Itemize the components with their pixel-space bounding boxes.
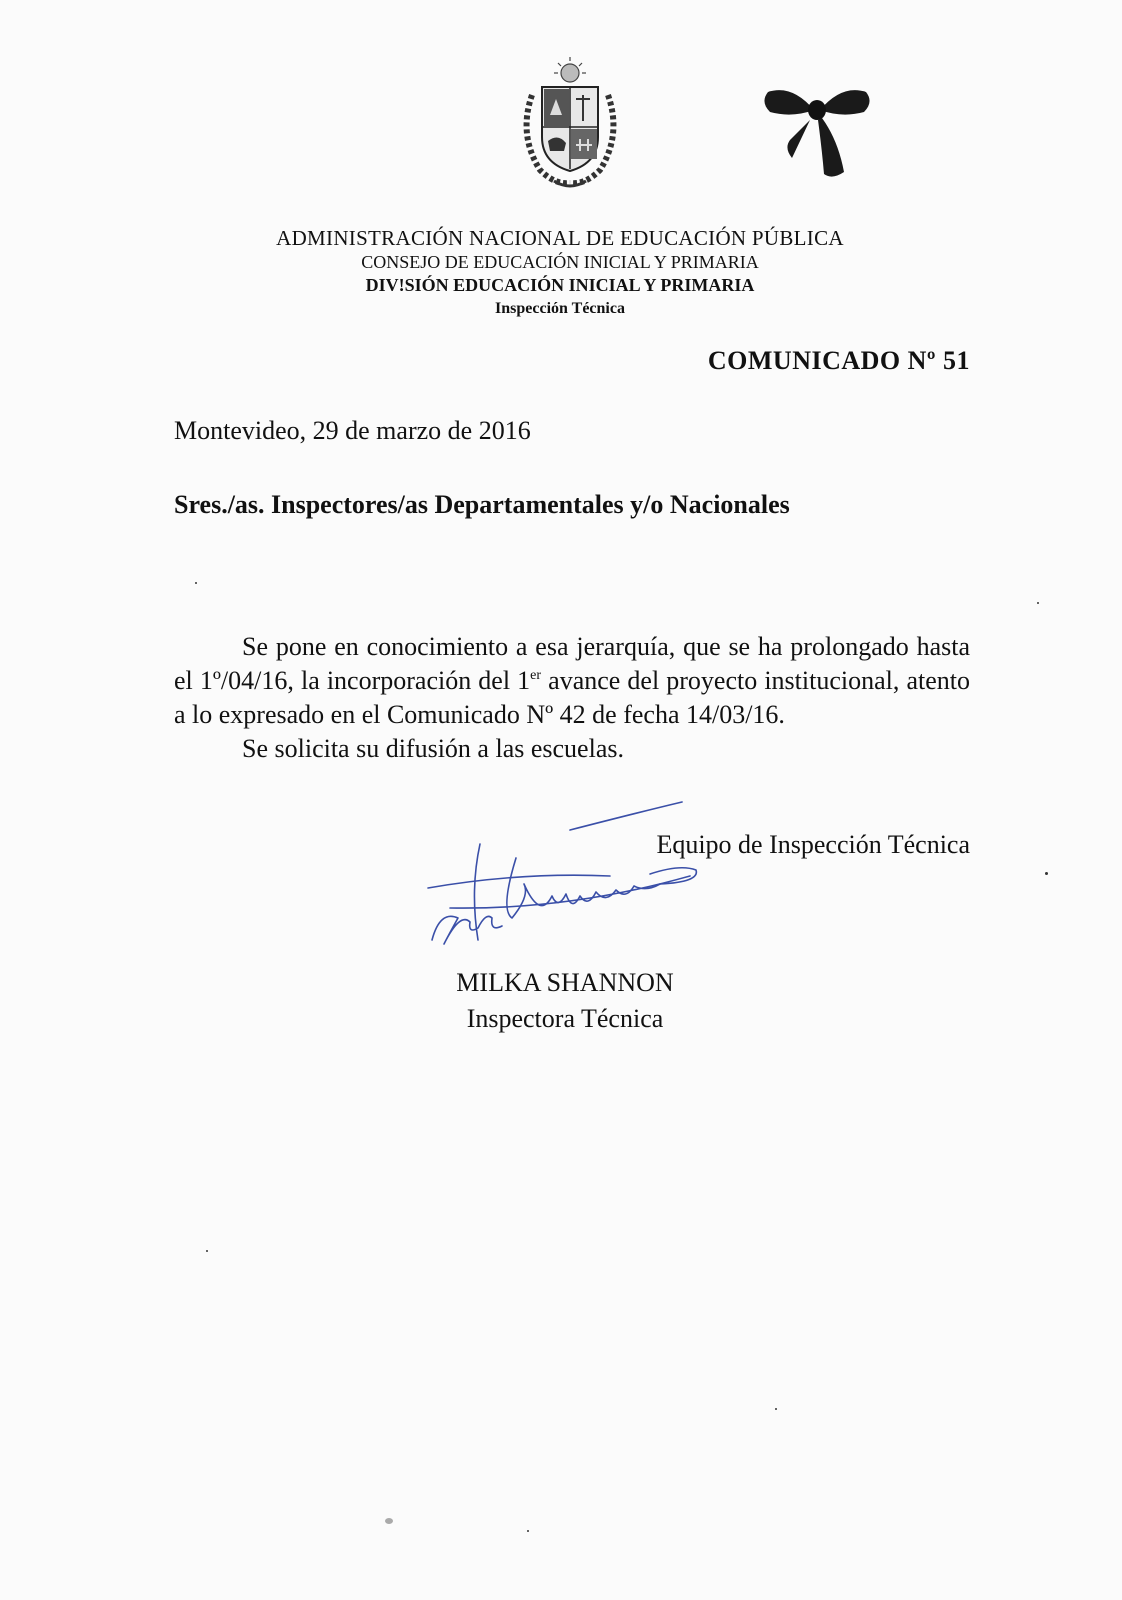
office-name: Inspección Técnica xyxy=(495,300,625,317)
scan-speck xyxy=(1045,872,1048,875)
scan-speck xyxy=(385,1518,393,1524)
addressee: Sres./as. Inspectores/as Departamentales y/o Nacionales xyxy=(174,490,790,519)
scan-speck xyxy=(1037,602,1039,604)
body-text: avance del proyecto institucional, atento a lo expresado en el Comunicado Nº 42 de fecha 14/03/16. xyxy=(174,666,971,729)
scan-speck xyxy=(206,1250,208,1252)
council-name: CONSEJO DE EDUCACIÓN INICIAL Y PRIMARIA xyxy=(361,252,759,272)
team-signoff: Equipo de Inspección Técnica xyxy=(656,830,970,859)
letter-body xyxy=(174,630,970,766)
scan-speck xyxy=(195,582,197,584)
coat-of-arms-icon xyxy=(510,55,630,195)
signer-name: MILKA SHANNON xyxy=(456,968,674,997)
scan-speck xyxy=(527,1530,529,1532)
scan-speck xyxy=(775,1408,777,1410)
division-name: DIV!SIÓN EDUCACIÓN INICIAL Y PRIMARIA xyxy=(365,275,755,295)
signature xyxy=(420,800,720,960)
ribbon-icon xyxy=(762,80,872,180)
date-line: Montevideo, 29 de marzo de 2016 xyxy=(174,416,531,445)
body-paragraph xyxy=(174,630,970,732)
body-paragraph: Se solicita su difusión a las escuelas. xyxy=(242,734,624,763)
institution-name: ADMINISTRACIÓN NACIONAL DE EDUCACIÓN PÚBLICA xyxy=(276,226,844,250)
ordinal-superscript: er xyxy=(530,668,542,683)
signer-title: Inspectora Técnica xyxy=(466,1004,664,1033)
body-text: Se pone en conocimiento a esa jerarquía, que se ha prolongado hasta el 1º/04/16, la incorporación del 1 xyxy=(174,632,970,695)
document-title: COMUNICADO Nº 51 xyxy=(707,346,970,375)
